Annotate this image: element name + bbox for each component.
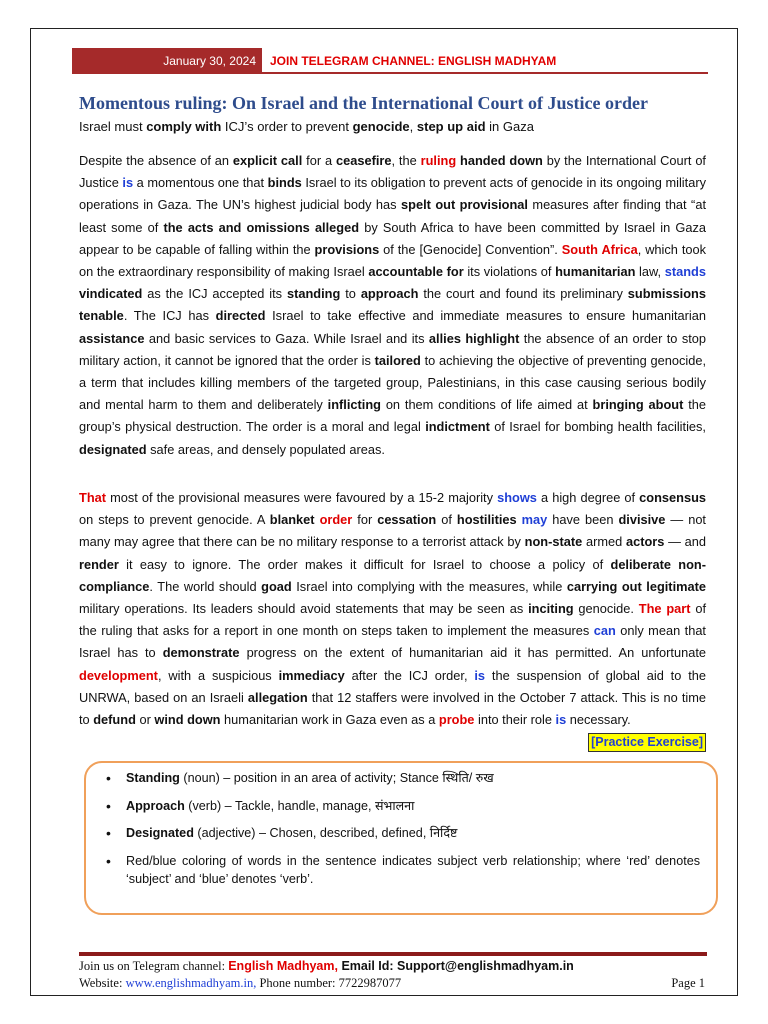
header-bar	[72, 48, 708, 74]
emphasis-word: directed	[215, 308, 266, 324]
vocab-meaning: – Tackle, handle, manage, संभालना	[221, 798, 415, 813]
emphasis-word: bringing about	[592, 397, 684, 413]
vocabulary-box	[84, 761, 718, 915]
vocab-pos: (adjective)	[197, 826, 256, 840]
emphasis-word: allies highlight	[428, 330, 520, 346]
emphasis-word: the acts and omissions alleged	[163, 219, 360, 235]
vocab-word: Standing	[126, 771, 180, 785]
subject-word: ruling	[420, 153, 457, 168]
footer-channel[interactable]: English Madhyam,	[228, 959, 338, 973]
emphasis-word: genocide	[352, 119, 410, 134]
emphasis-word: cessation	[377, 512, 437, 528]
verb-word: shows	[497, 490, 537, 505]
telegram-banner: JOIN TELEGRAM CHANNEL: ENGLISH MADHYAM	[270, 54, 557, 68]
emphasis-word: comply with	[146, 119, 222, 134]
vocab-pos: (noun)	[183, 771, 220, 785]
vocab-word: Approach	[126, 798, 185, 813]
emphasis-word: non-state	[524, 534, 583, 550]
emphasis-word: defund	[93, 712, 136, 728]
footer-email[interactable]: Email Id: Support@englishmadhyam.in	[337, 959, 574, 973]
verb-word: is	[122, 175, 134, 191]
footer-line-2	[79, 976, 707, 991]
paragraph-2	[79, 487, 706, 752]
emphasis-word: actors	[625, 534, 665, 550]
vocab-word: Designated	[126, 826, 194, 840]
verb-word: is	[555, 712, 567, 728]
emphasis-word: vindicated	[79, 286, 143, 302]
footer-phone: Phone number: 7722987077	[256, 976, 402, 990]
emphasis-word: humanitarian	[555, 264, 636, 280]
emphasis-word: render	[79, 556, 119, 572]
practice-exercise-link[interactable]: [Practice Exercise]	[588, 733, 706, 752]
footer-website-link[interactable]: www.englishmadhyam.in,	[125, 976, 257, 990]
article-subtitle: Israel must comply with ICJ’s order to prevent genocide, step up aid in Gaza	[79, 119, 534, 134]
subject-word: The part	[638, 601, 691, 617]
vocab-item	[106, 797, 700, 815]
verb-word: stands	[664, 264, 706, 280]
verb-word: may	[521, 512, 548, 528]
paragraph-1: Despite the absence of an explicit call for a ceasefire, the ruling handed down by the International Court of Justice is a momentous one that binds Israel to its obligation to prevent acts of genocide in its ongoing military operations in Gaza. The UN’s highest judicial body has spelt out provisional measures after finding that “at least some of the acts and omissions alleged by South Africa to have been committed by Israel in Gaza appear to be capable of falling within the provisions of the [Genocide] Convention”. South Africa, which took on the extraordinary responsibility of making Israel accountable for its violations of humanitarian law, stands vindicated as the ICJ accepted its standing to approach the court and found its preliminary submissions tenable. The ICJ has directed Israel to take effective and immediate measures to ensure humanitarian assistance and basic services to Gaza. While Israel and its allies highlight the absence of an order to stop military action, it cannot be ignored that the order is tailored to achieving the objective of preventing genocide, a term that includes killing members of the targeted group, Palestinians, in this case causing serious bodily and mental harm to them and deliberately inflicting on them conditions of life aimed at bringing about the group’s physical destruction. The order is a moral and legal indictment of Israel for bombing health facilities, designated safe areas, and densely populated areas.	[79, 153, 707, 457]
bullet-icon: •	[106, 852, 111, 869]
emphasis-word: divisive	[618, 512, 666, 528]
emphasis-word: submissions tenable	[79, 286, 706, 324]
emphasis-word: inciting	[528, 601, 574, 617]
emphasis-word: handed down	[460, 153, 543, 168]
bullet-icon: •	[106, 825, 111, 841]
vocab-meaning: – Chosen, described, defined, निर्दिष्ट	[255, 826, 458, 840]
vocab-meaning: – position in an area of activity; Stance स्थिति/ रुख	[219, 771, 494, 785]
footer-rule	[79, 952, 707, 956]
emphasis-word: approach	[360, 286, 419, 302]
emphasis-word: goad	[261, 578, 292, 594]
bullet-icon: •	[106, 770, 111, 786]
emphasis-word: explicit call	[232, 153, 303, 168]
emphasis-word: allegation	[247, 689, 308, 705]
subject-word: South Africa	[561, 241, 638, 257]
bullet-icon: •	[106, 797, 111, 814]
emphasis-word: wind down	[154, 712, 221, 728]
emphasis-word: tailored	[374, 352, 421, 368]
paragraph-2-text: That most of the provisional measures were favoured by a 15-2 majority shows a high degree of consensus on steps to prevent genocide. A blanket order for cessation of hostilities may have been divisive — not many may agree that there can be no military response to a terrorist attack by non-state armed actors — and render it easy to ignore. The order makes it difficult for Israel to choose a policy of deliberate non-compliance. The world should goad Israel into complying with the measures, while carrying out legitimate military operations. Its leaders should avoid statements that may be seen as inciting genocide. The part of the ruling that asks for a report in one month on steps taken to implement the measures can only mean that Israel has to demonstrate progress on the extent of humanitarian aid it has permitted. An unfortunate development, with a suspicious immediacy after the ICJ order, is the suspension of global aid to the UNRWA, based on an Israeli allegation that 12 staffers were involved in the October 7 attack. This is no time to defund or wind down humanitarian work in Gaza even as a probe into their role is necessary.	[79, 490, 707, 728]
article-title: Momentous ruling: On Israel and the International Court of Justice order	[79, 93, 648, 113]
emphasis-word: spelt out provisional	[401, 197, 528, 213]
subject-word: development	[79, 667, 158, 683]
emphasis-word: assistance	[79, 330, 145, 346]
emphasis-word: deliberate non-compliance	[79, 556, 706, 594]
footer-line-1	[79, 959, 707, 974]
emphasis-word: inflicting	[327, 397, 381, 413]
emphasis-word: ceasefire	[335, 153, 392, 168]
vocab-pos: (verb)	[188, 798, 222, 813]
color-legend-note: Red/blue coloring of words in the sentence indicates subject verb relationship; where ‘red’ denotes ‘subject’ and ‘blue’ denotes ‘verb’.	[126, 853, 700, 886]
footer-website-label: Website:	[79, 976, 126, 990]
emphasis-word: binds	[267, 175, 302, 191]
page-number: Page 1	[671, 976, 705, 990]
emphasis-word: demonstrate	[162, 645, 240, 661]
emphasis-word: provisions	[314, 241, 380, 257]
emphasis-word: carrying out legitimate	[566, 578, 707, 594]
verb-word: is	[474, 667, 486, 683]
emphasis-word: step up aid	[416, 119, 486, 134]
vocab-item	[106, 769, 700, 787]
emphasis-word: designated	[79, 441, 147, 457]
emphasis-word: hostilities	[456, 512, 517, 528]
emphasis-word: standing	[286, 286, 341, 302]
verb-word: can	[593, 623, 616, 639]
footer-join-text: Join us on Telegram channel:	[79, 959, 229, 973]
header-rule	[262, 72, 708, 74]
subject-word: probe	[438, 712, 475, 728]
subject-word: order	[319, 512, 353, 528]
vocab-item-note	[106, 852, 700, 888]
vocabulary-list	[106, 769, 700, 888]
emphasis-word: blanket	[269, 512, 315, 528]
emphasis-word: consensus	[639, 490, 707, 505]
subject-word: That	[79, 490, 107, 505]
vocab-item	[106, 824, 700, 842]
emphasis-word: indictment	[425, 419, 490, 435]
emphasis-word: accountable for	[368, 264, 464, 280]
emphasis-word: immediacy	[278, 667, 345, 683]
header-date: January 30, 2024	[72, 48, 262, 74]
